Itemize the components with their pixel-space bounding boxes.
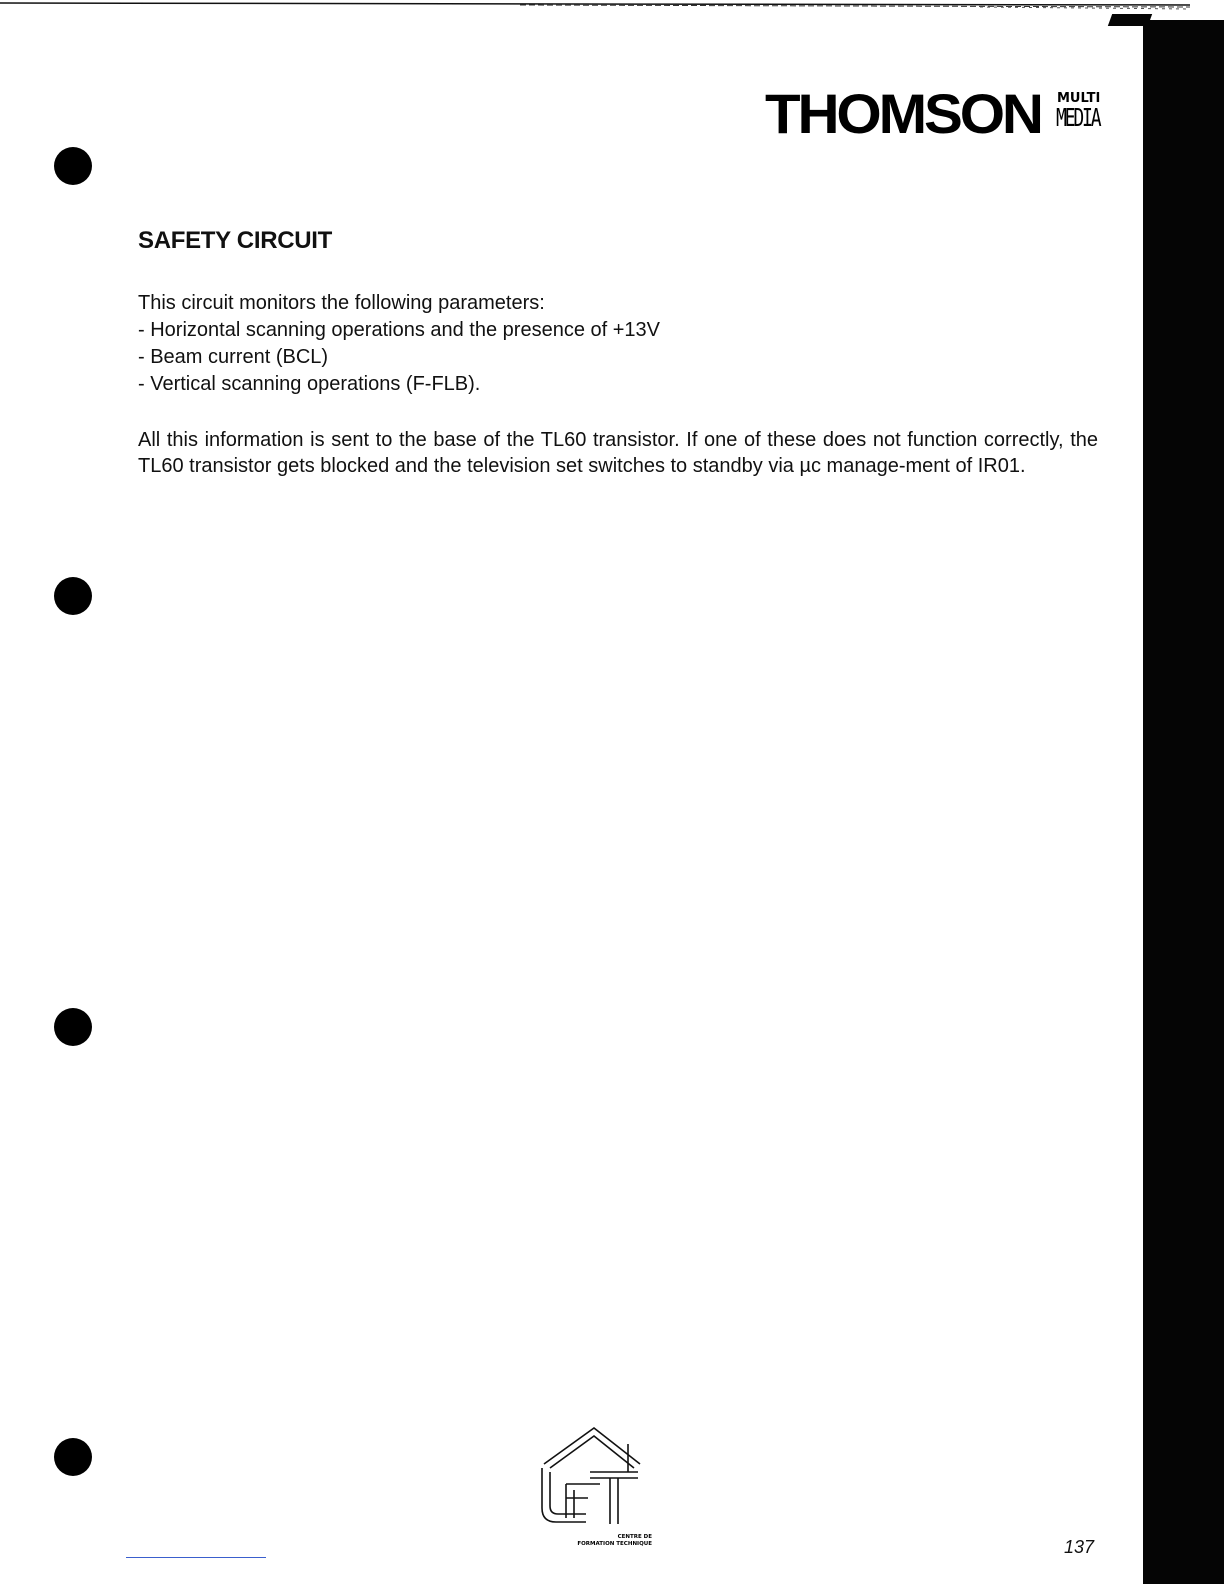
cft-logo-caption — [528, 1534, 652, 1548]
scan-shadow-bar — [1143, 20, 1224, 1584]
thomson-multimedia-logo — [765, 82, 1101, 146]
binder-hole — [54, 1438, 92, 1476]
brand-sub-top: MULTI — [1057, 91, 1101, 106]
intro-text: This circuit monitors the following parameters: — [138, 292, 545, 314]
binder-hole — [54, 577, 92, 615]
cft-logo-icon — [530, 1424, 650, 1534]
list-item: - Vertical scanning operations (F-FLB). — [138, 373, 481, 395]
parameter-list — [138, 317, 660, 398]
cft-caption-line-2: FORMATION TECHNIQUE — [577, 1541, 652, 1547]
footer-rule — [126, 1557, 266, 1558]
scan-top-edge — [0, 0, 1190, 10]
section-heading: SAFETY CIRCUIT — [138, 227, 333, 254]
list-item: - Horizontal scanning operations and the presence of +13V — [138, 319, 661, 341]
brand-name: THOMSON — [765, 82, 1041, 145]
list-item: - Beam current (BCL) — [138, 346, 329, 368]
cft-caption-line-1: CENTRE DE — [617, 1534, 652, 1540]
body-paragraph: All this information is sent to the base of the TL60 transistor. If one of these does not function correctly, the TL60 transistor gets blocked and the television set switches to standby via µc manage-ment of IR01. — [138, 429, 1098, 477]
page-number: 137 — [1064, 1537, 1095, 1557]
binder-hole — [54, 147, 92, 185]
brand-sub-bottom: MEDIA — [1056, 103, 1100, 132]
binder-hole — [54, 1008, 92, 1046]
